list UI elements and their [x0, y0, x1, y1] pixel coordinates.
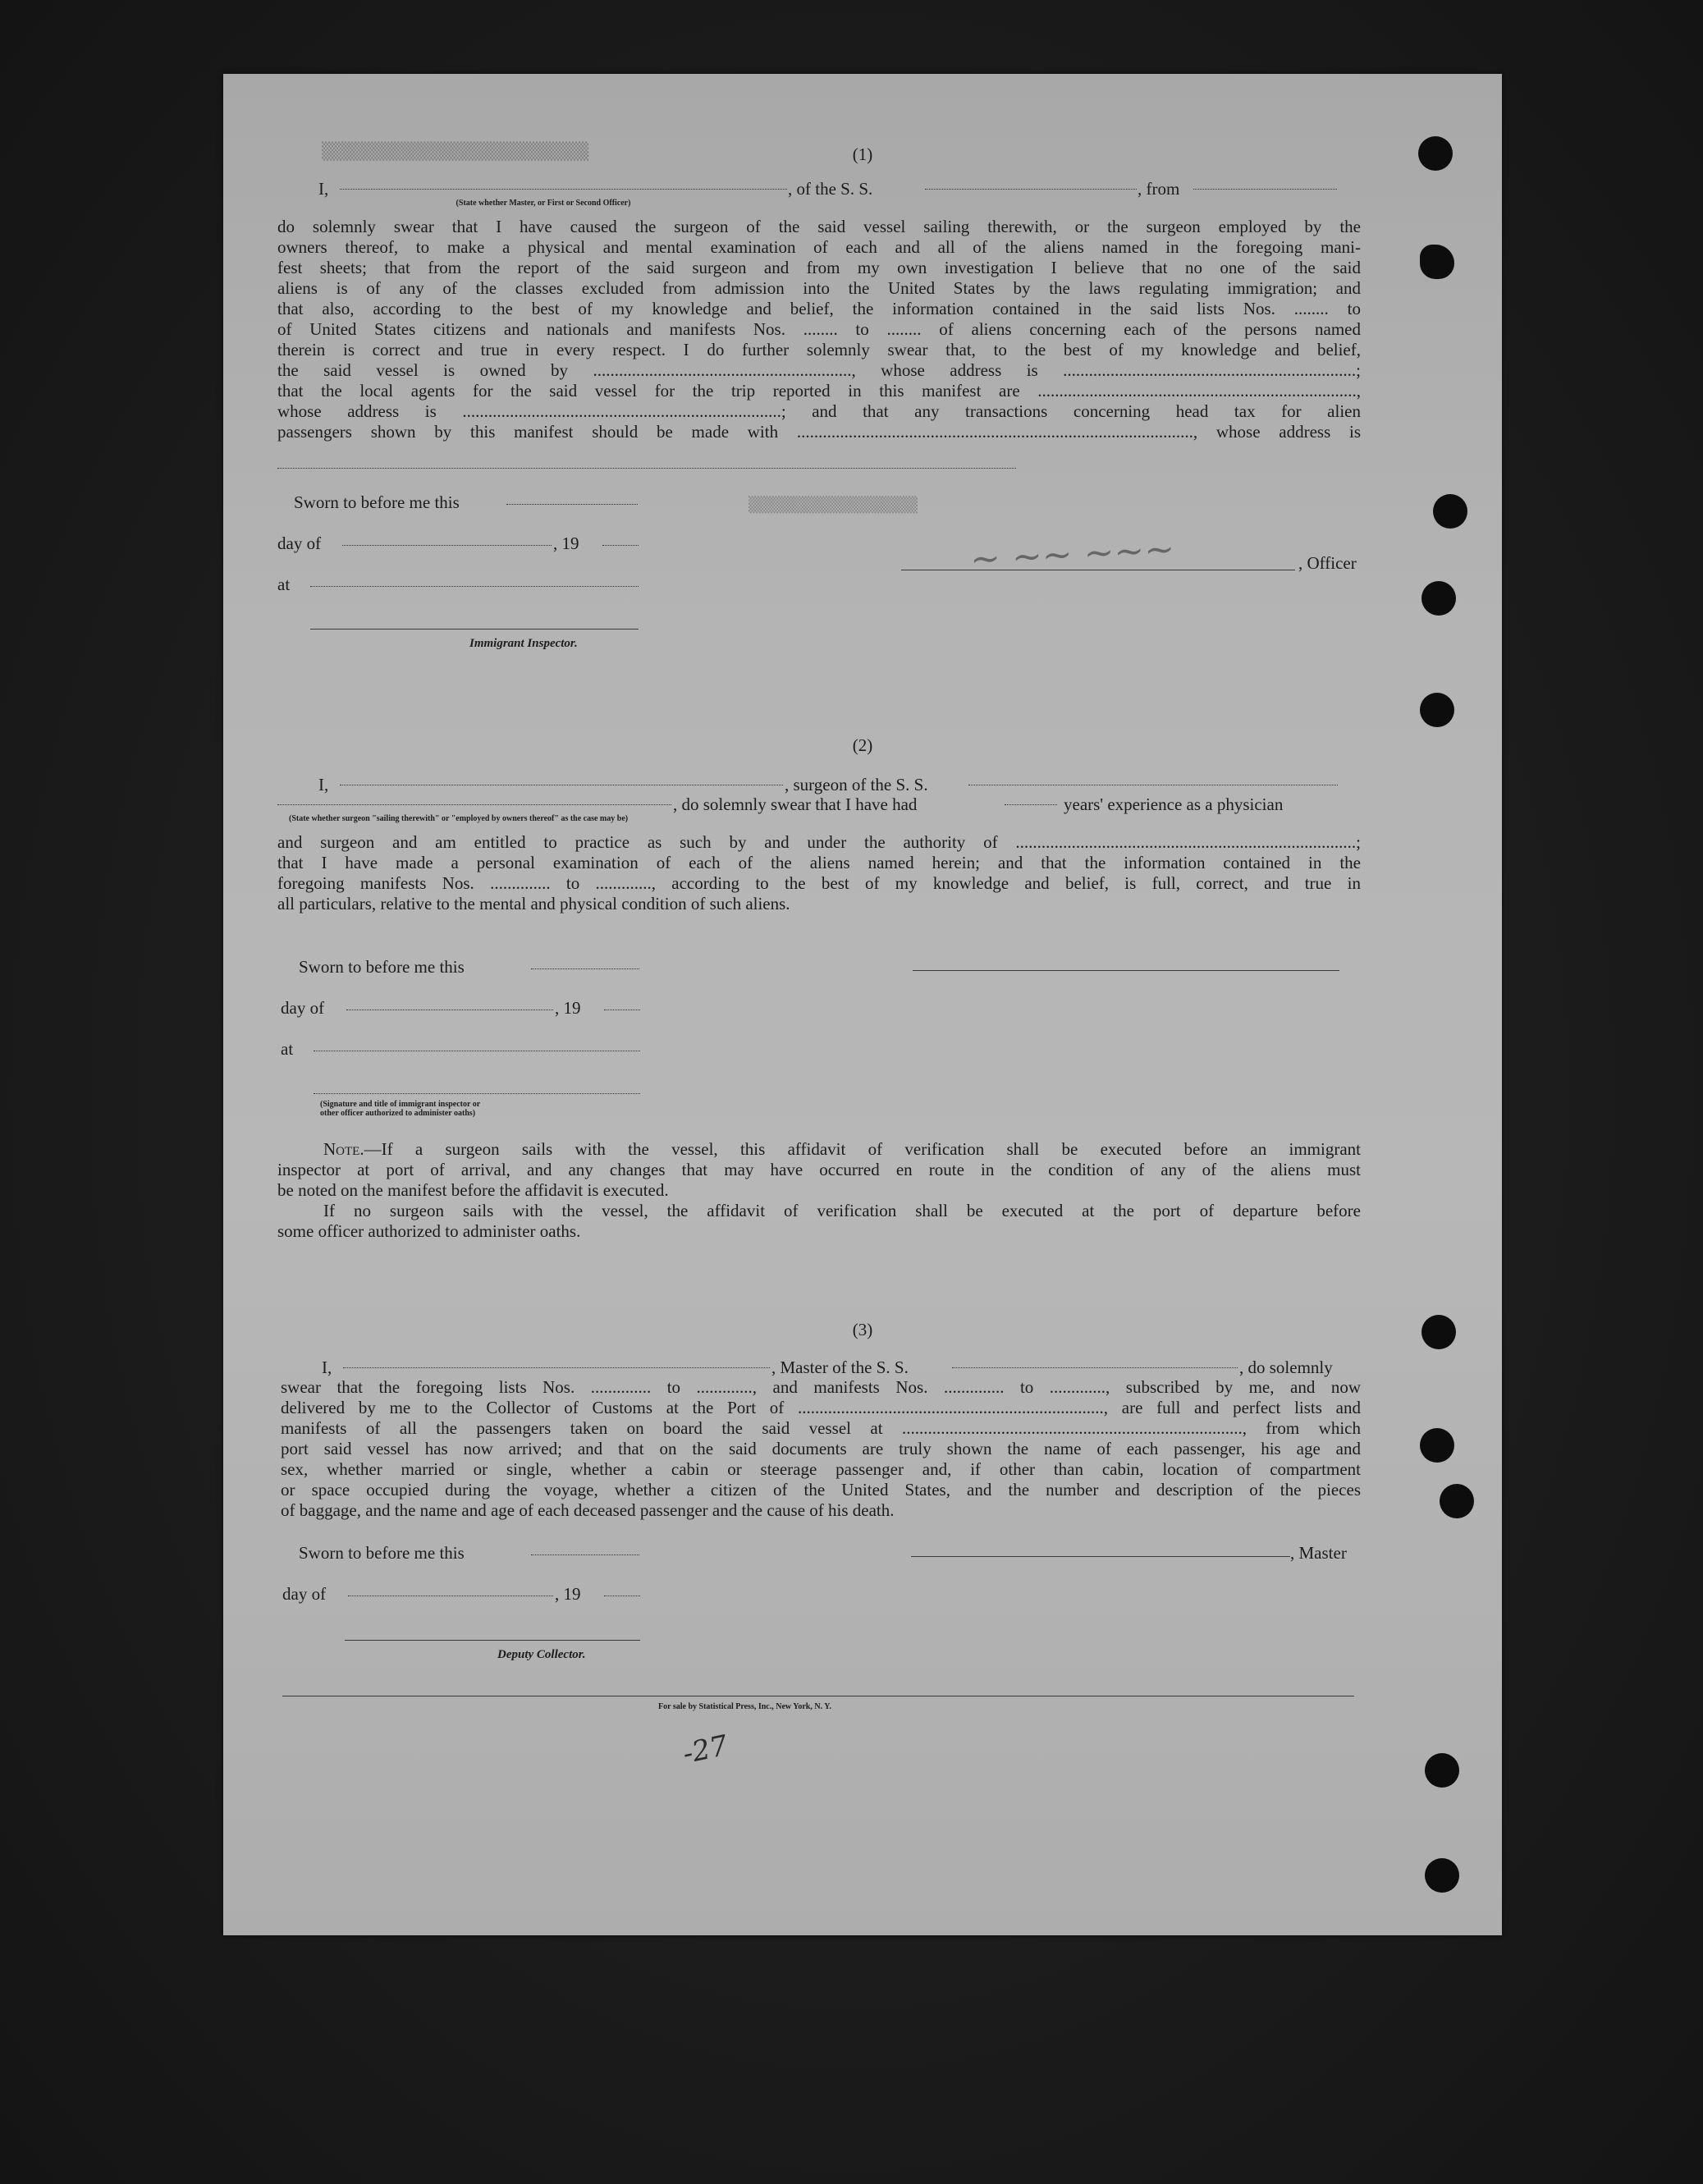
paragraph-line: of baggage, and the name and age of each deceased passenger and the cause of his death.: [281, 1500, 895, 1520]
paragraph-line: sex, whether married or single, whether a cabin or steerage passenger and, if other than cabin, location of compartment: [281, 1459, 1361, 1479]
at-label: at: [281, 1039, 294, 1059]
vessel-label: , of the S. S.: [788, 179, 873, 199]
surgeon-paragraph: [277, 832, 1361, 914]
section-number: (1): [852, 144, 873, 164]
paragraph-line: of United States citizens and nationals and manifests Nos. ........ to ........ of aliens concerning each of the persons named: [277, 319, 1361, 339]
vessel-name-field[interactable]: [925, 189, 1137, 190]
surgeon-signature-line: [913, 970, 1339, 971]
punch-hole: [1421, 1315, 1456, 1349]
sworn-date-field[interactable]: [531, 1554, 639, 1555]
sworn-label: Sworn to before me this: [299, 1543, 465, 1563]
paragraph-line: and surgeon and am entitled to practice as such by and under the authority of ...............................................................................;: [277, 832, 1361, 852]
swear-label: , do solemnly swear that I have had: [673, 794, 918, 814]
bleed-through-text: ▒▒▒▒▒▒▒▒▒▒▒▒▒▒▒▒▒▒▒: [748, 497, 918, 514]
paragraph-line: delivered by me to the Collector of Customs at the Port of ......................................................................., are full and perfect lists and: [281, 1398, 1361, 1417]
printer-imprint: For sale by Statistical Press, Inc., New York, N. Y.: [658, 1702, 832, 1711]
signature-caption: other officer authorized to administer oaths): [320, 1109, 476, 1118]
master-paragraph: [281, 1377, 1361, 1521]
day-of-label: day of: [277, 533, 322, 553]
master-name-field[interactable]: [343, 1367, 770, 1368]
year-label: , 19: [553, 533, 579, 553]
manifest-back-page: [223, 74, 1502, 1935]
punch-hole: [1433, 494, 1467, 529]
day-of-label: day of: [282, 1584, 327, 1604]
officer-signature: ~ ~~ ~~~: [968, 528, 1176, 581]
paragraph-line: or space occupied during the voyage, whether a citizen of the United States, and the number and description of the pieces: [281, 1480, 1361, 1499]
note-line: some officer authorized to administer oaths.: [277, 1221, 581, 1241]
deputy-caption: Deputy Collector.: [497, 1648, 586, 1661]
from-port-field[interactable]: [1193, 189, 1337, 190]
paragraph-line: foregoing manifests Nos. .............. to ............., according to the best of my knowledge and belief, is full, correct, and true in: [277, 873, 1361, 893]
bleed-through-text: ▒▒▒▒▒▒▒▒▒▒▒▒▒▒▒▒▒▒▒▒▒▒▒▒▒▒▒: [322, 141, 589, 161]
oath-paragraph: [277, 217, 1361, 442]
section-number: (2): [852, 735, 873, 755]
paragraph-line: the said vessel is owned by ............................................................, whose address is ....................................................................;: [277, 360, 1361, 380]
paragraph-line: port said vessel has now arrived; and that on the said documents are truly shown the name of each passenger, his age and: [281, 1439, 1361, 1458]
address-continuation-field[interactable]: [277, 468, 1016, 469]
master-label: , Master: [1290, 1543, 1347, 1563]
deputy-signature-line: [345, 1640, 640, 1641]
years-field[interactable]: [1005, 804, 1057, 805]
section-number: (3): [852, 1320, 873, 1339]
inspector-caption: Immigrant Inspector.: [469, 637, 578, 650]
affiant-name-field[interactable]: [340, 189, 787, 190]
sworn-label: Sworn to before me this: [299, 957, 465, 977]
from-label: , from: [1138, 179, 1180, 199]
officer-label: , Officer: [1298, 553, 1357, 573]
note-text: —If a surgeon sails with the vessel, this affidavit of verification shall be executed before an immigrant: [364, 1139, 1361, 1159]
master-signature-line: [911, 1556, 1290, 1557]
surgeon-line-label: I,: [318, 775, 329, 794]
note-line: [277, 1139, 1361, 1160]
punch-hole: [1420, 693, 1454, 727]
punch-hole: [1425, 1753, 1459, 1788]
inspector-signature-line: [310, 629, 639, 630]
master-of-label: , Master of the S. S.: [771, 1358, 909, 1377]
paragraph-line: fest sheets; that from the report of the said surgeon and from my own investigation I believe that no one of the said: [277, 258, 1361, 277]
sworn-date-field[interactable]: [531, 968, 639, 969]
sworn-label: Sworn to before me this: [294, 492, 460, 512]
paragraph-line: all particulars, relative to the mental and physical condition of such aliens.: [277, 894, 790, 913]
affiant-caption: (State whether Master, or First or Second Officer): [456, 199, 631, 208]
note-label: Note.: [323, 1139, 364, 1159]
paragraph-line: that I have made a personal examination of each of the aliens named herein; and that the information contained in the: [277, 853, 1361, 872]
year-label: , 19: [555, 998, 581, 1018]
paragraph-line: that the local agents for the said vessel for the trip reported in this manifest are ..........................................................................,: [277, 381, 1361, 401]
surgeon-of-label: , surgeon of the S. S.: [785, 775, 928, 794]
at-label: at: [277, 575, 291, 594]
punch-hole: [1420, 245, 1454, 279]
punch-hole: [1440, 1484, 1474, 1518]
sworn-date-field[interactable]: [506, 504, 638, 505]
page-mark: -27: [680, 1728, 731, 1771]
note-line: If no surgeon sails with the vessel, the affidavit of verification shall be executed at the port of departure before: [323, 1201, 1361, 1220]
signature-caption: (Signature and title of immigrant inspector or: [320, 1100, 481, 1109]
day-of-field[interactable]: [342, 545, 552, 546]
paragraph-line: therein is correct and true in every respect. I do further solemnly swear that, to the best of my knowledge and belief,: [277, 340, 1361, 359]
paragraph-line: that also, according to the best of my knowledge and belief, the information contained in the said lists Nos. ........ to: [277, 299, 1361, 318]
surgeon-caption: (State whether surgeon "sailing therewith" or "employed by owners thereof" as the case may be): [289, 814, 629, 823]
years-label: years' experience as a physician: [1064, 794, 1284, 814]
year-field[interactable]: [602, 545, 639, 546]
surgeon-status-field[interactable]: [277, 804, 671, 805]
punch-hole: [1418, 136, 1453, 171]
day-of-label: day of: [281, 998, 325, 1018]
at-place-field[interactable]: [310, 586, 639, 587]
paragraph-line: manifests of all the passengers taken on board the said vessel at ..............................................................................., from which: [281, 1418, 1361, 1438]
do-solemnly-label: , do solemnly: [1239, 1358, 1333, 1377]
punch-hole: [1420, 1428, 1454, 1463]
paragraph-line: whose address is ..........................................................................; and that any transactions concerning head tax for alien: [277, 401, 1361, 421]
note-line: be noted on the manifest before the affidavit is executed.: [277, 1180, 669, 1200]
paragraph-line: swear that the foregoing lists Nos. .............. to ............., and manifests Nos. .............. to ............., subscribed by me, and now: [281, 1377, 1361, 1397]
master-vessel-field[interactable]: [952, 1367, 1238, 1368]
master-line-label: I,: [322, 1358, 332, 1377]
punch-hole: [1421, 581, 1456, 616]
paragraph-line: do solemnly swear that I have caused the surgeon of the said vessel sailing therewith, or the surgeon employed by the: [277, 217, 1361, 236]
affiant-line-label: I,: [318, 179, 329, 199]
note-line: inspector at port of arrival, and any changes that may have occurred en route in the condition of any of the aliens must: [277, 1160, 1361, 1179]
surgeon-note: [277, 1139, 1361, 1242]
paragraph-line: aliens is of any of the classes excluded from admission into the United States by the laws regulating immigration; and: [277, 278, 1361, 298]
paragraph-line: owners thereof, to make a physical and mental examination of each and all of the aliens named in the foregoing mani-: [277, 237, 1361, 257]
punch-hole: [1425, 1858, 1459, 1893]
paragraph-line: passengers shown by this manifest should be made with ............................................................................................, whose address is: [277, 422, 1361, 442]
inspector-signature-line: [314, 1093, 640, 1094]
year-label: , 19: [555, 1584, 581, 1604]
